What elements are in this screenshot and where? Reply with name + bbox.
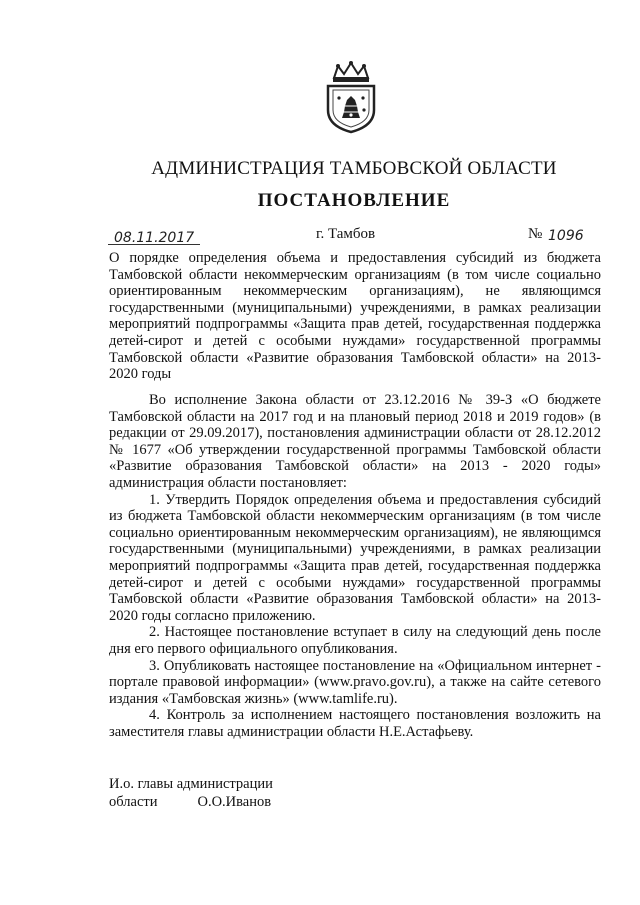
item-paragraph-4: 4. Контроль за исполнением настоящего постановления возложить на заместителя главы администрации области Н.Е.Астафьеву. (109, 707, 601, 740)
number-sign: № (528, 226, 543, 242)
document-subject: О порядке определения объема и предоставления субсидий из бюджета Тамбовской области некоммерческим организациям (в том числе социально ориентированным некоммерческим организациям), не являющимся государственными (муниципальными) учреждениями, в рамках реализации мероприятий подпрограммы «Защита прав детей, государственная поддержка детей-сирот и детей с особыми нуждами» государственной программы Тамбовской области «Развитие образования Тамбовской области» на 2013-2020 годы (109, 250, 601, 383)
city-label: г. Тамбов (316, 226, 376, 242)
item-paragraph-2: 2. Настоящее постановление вступает в силу на следующий день после дня его первого официального опубликования. (109, 624, 601, 657)
document-type-title: ПОСТАНОВЛЕНИЕ (257, 190, 451, 211)
organization-title: АДМИНИСТРАЦИЯ ТАМБОВСКОЙ ОБЛАСТИ (151, 158, 557, 179)
preamble-paragraph: Во исполнение Закона области от 23.12.2016 № 39-З «О бюджете Тамбовской области на 2017 год и на плановый период 2018 и 2019 годов» (в редакции от 29.09.2017), постановления администрации области от 28.12.2012 № 1677 «Об утверждении государственной программы Тамбовской области «Развитие образования Тамбовской области» на 2013 - 2020 годы» администрация области постановляет: (109, 392, 601, 491)
signatory-title-line2: области (109, 794, 158, 810)
signatory-title: И.о. главы администрации (109, 776, 273, 792)
document-number: 1096 (548, 228, 584, 244)
date-underline (108, 244, 200, 245)
coat-of-arms-icon (322, 60, 380, 134)
signatory-line (109, 794, 271, 811)
document-body (109, 392, 601, 740)
signatory-name: О.О.Иванов (197, 794, 272, 810)
document-date: 08.11.2017 (114, 230, 195, 246)
item-paragraph-1: 1. Утвердить Порядок определения объема и предоставления субсидий из бюджета Тамбовской области некоммерческим организациям (в том числе социально ориентированным некоммерческим организациям), не являющимся государственными (муниципальными) учреждениями, в рамках реализации мероприятий подпрограммы «Защита прав детей, государственная поддержка детей-сирот и детей с особыми нуждами» государственной программы Тамбовской области «Развитие образования Тамбовской области» на 2013-2020 годы согласно приложению. (109, 491, 601, 624)
item-paragraph-3: 3. Опубликовать настоящее постановление на «Официальном интернет - портале правовой информации» (www.pravo.gov.ru), а также на сайте сетевого издания «Тамбовская жизнь» (www.tamlife.ru). (109, 657, 601, 707)
